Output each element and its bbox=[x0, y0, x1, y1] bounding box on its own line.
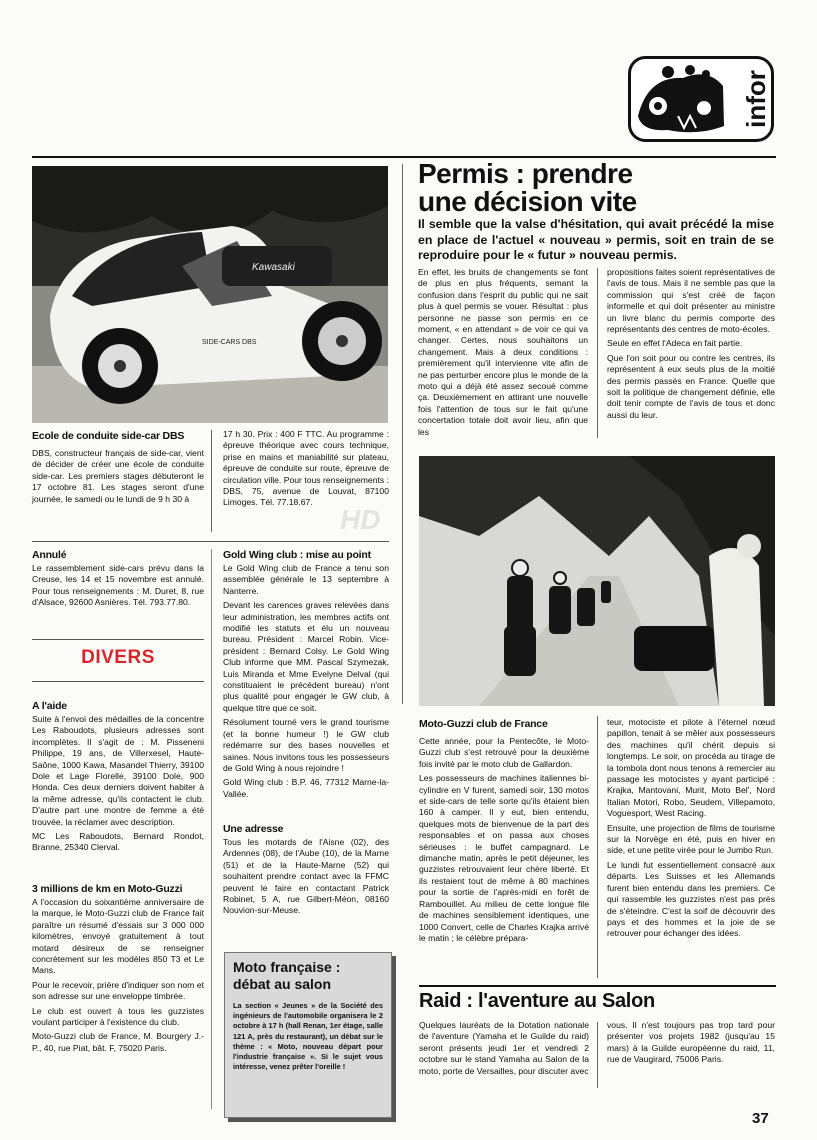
raid-rule bbox=[419, 985, 776, 987]
guzzi-col-divider bbox=[597, 716, 598, 978]
divers-rule-bottom bbox=[32, 681, 204, 682]
motofr-body: La section « Jeunes » de la Société des ingénieurs de l'automobile organisera le 2 octobre à 17 h (hall Renan, 1er étage, salle 121 A, près du restaurant), un débat sur le thème : « Moto, nouveau départ pour l'industrie française ». Si le sujet vous intéresse, venez prêter l'oreille ! bbox=[233, 1001, 383, 1072]
permis-col2: propositions faites soient représentatives de l'avis de tous. Mais il ne semble pas que la commission qui s'est créé de façon informelle et qui doit présenter au ministre un livre blanc du permis comporte des représentants des centres de moto-écoles. Seule en effet l'Adeca en fait partie. Que l'on soit pour ou contre les centres, ils représentent à eux seuls plus de la moitié des permis passés en France. Quelle que soit la politique de changement définie, elle doit tenir compte de l'avis de tous et donc aussi du leur. bbox=[607, 267, 775, 420]
adresse-body: Tous les motards de l'Aisne (02), des Ardennes (08), de l'Aube (10), de la Marne (51) et de la Haute-Marne (52) qui souhaitent prendre contact avec la FFMC peuvent le faire en contactant Patrick Robinet, 5 A, rue Gilbert-Méon, 08160 Nouvion-sur-Meuse. bbox=[223, 837, 389, 916]
watermark: HD bbox=[340, 504, 381, 535]
permis-title: Permis : prendre une décision vite bbox=[418, 158, 637, 217]
raid-col2: vous. Il n'est toujours pas trop tard pour présenter vos projets 1982 (jusqu'au 15 mars) à la Guilde européenne du raid, 11, rue de Vaugirard, 75006 Paris. bbox=[607, 1020, 775, 1065]
permis-col1: En effet, les bruits de changements se font de plus en plus fréquents, semant la confusion dans l'esprit du public qui ne sait plus à quel permis se vouer. Résultat : plus personne ne passe son permis en ce moment, « en attendant » de voir ce qui va changer. Certes, nous souhaitons un changement. Mais à deux conditions : premièrement qu'il intervienne vite afin de ne pas perturber encore plus le monde de la moto qui a déjà été assez secoué comme ça. Deuxièmement en attirant une nouvelle fois l'attention de tous sur le fait qu'une concertation totale doit avoir lieu, afin que les bbox=[418, 267, 588, 437]
aide-title: A l'aide bbox=[32, 700, 67, 712]
svg-text:SIDE-CARS DBS: SIDE-CARS DBS bbox=[202, 339, 257, 346]
top-rule bbox=[32, 156, 776, 158]
millions-p4: Moto-Guzzi club de France, M. Bourgery J.-P., 40, rue Piat, bât. F, 75020 Paris. bbox=[32, 1031, 204, 1053]
divers-rule-top bbox=[32, 639, 204, 640]
guzzi-col2-p3: Le lundi fut essentiellement consacré aux départs. Les Suisses et les Allemands furent bien entendu dans les premiers. Ce qui rassemble les guzzistes n'est pas près de s'éteindre. C'est la soif de découvrir des pays et des hommes et la joie de se retrouver pour échanger des idées. bbox=[607, 859, 775, 939]
adresse-section bbox=[223, 823, 389, 920]
svg-text:infor: infor bbox=[741, 70, 771, 128]
annule-title: Annulé bbox=[32, 549, 67, 561]
sidecar-photo bbox=[32, 166, 388, 423]
infor-logo bbox=[628, 56, 774, 142]
page-number: 37 bbox=[752, 1110, 769, 1127]
column-divider bbox=[402, 164, 403, 704]
annule-body: Le rassemblement side-cars prévu dans la Creuse, les 14 et 15 novembre est annulé. Pour tous renseignements : M. Duret, 8, rue d'Alsace, 92600 Asnières. Tél. 793.77.80. bbox=[32, 563, 204, 608]
guzzi-col1 bbox=[419, 718, 589, 947]
goldwing-p2: Devant les carences graves relevées dans leur administration, les membres actifs ont modifié les statuts et élu un nouveau bureau. Président : Marcel Robin. Vice-président : Bernard Colsy. Le Gold Wing Club informe que MM. Pascal Szymezak, Luis Miranda et Mme Evelyne Delval (qui constituaient le précédent bureau) n'ont plus qualité pour engager le GW club, à quelque titre que ce soit. bbox=[223, 600, 389, 713]
millions-p1: A l'occasion du soixantième anniversaire de la marque, le Moto-Guzzi club de France fait paraître un résumé d'essais sur 3 000 000 kilomètres, envoyé gratuitement à tout motard désireux de se renseigner concrètement sur les modèles 850 T3 et Le Mans. bbox=[32, 897, 204, 976]
guzzi-col2-p1: teur, motociste et pilote à l'éternel nœud papillon, tenait à se mêler aux possesseurs des machines qu'il chérit depuis si longtemps. Le soir, on procéda au tirage de la tombola dont nous tenons à remercier au passage les motocistes y ayant participé : Krajka, Mantovani, Murit, Moto Bel', Nord Italian Motori, Robo, Seudem, Villepamoto, Voguesport, West Racing. bbox=[607, 717, 775, 819]
raid-col-divider bbox=[597, 1022, 598, 1088]
ecole-divider bbox=[211, 430, 212, 532]
aide-p2: MC Les Raboudots, Bernard Rondot, Branne, 25340 Clerval. bbox=[32, 831, 204, 853]
millions-section bbox=[32, 883, 204, 1057]
ecole-col1: DBS, constructeur français de side-car, vient de décider de créer une école de conduite side-car. Les premiers stages débuteront le 17 octobre 81. Les stages seront d'une journée, le samedi ou le lundi de 9 h 30 à bbox=[32, 448, 204, 504]
guzzi-col2-p2: Ensuite, une projection de films de tourisme sur la Norvège en été, puis en hiver en side, et une petite virée pour le Jumbo Run. bbox=[607, 822, 775, 856]
motofr-box bbox=[224, 952, 392, 1118]
ecole-section bbox=[32, 430, 204, 508]
guzzi-col1-p2: Les possesseurs de machines italiennes bi-cylindre en V furent, samedi soir, 130 motos et side-cars de telle sorte qu'ils étaient bien 160 à camper. Il y eut, bien entendu, quelques mots de bienvenue de la part des responsables et on passa aux choses sérieuses : le buffet campagnard. Le dimanche matin, après le petit déjeuner, les guzzistes retrouvaient leur chère liberté. Et ils restaient tout de même à 80 machines pour la sortie de l'après-midi en forêt de Rambouillet. Au milieu de cette longue file de machines sensiblement identiques, une 1000 Convert, celle de Charles Krajka arrivé le matin ; le célèbre prépara- bbox=[419, 773, 589, 943]
aide-p1: Suite à l'envoi des médailles de la concentre Les Raboudots, plusieurs adresses sont incomplètes. Il s'agit de : M. Pisseneni Philippe, 19 ans, de Villerxesel, Haute-Saône, 1000 Kawa, Masandel Thierry, 39100 Dole et Lage Florelle, 39100 Dole, 900 Honda. Ces deux derniers doivent habiter à la même adresse, qu'ils contactent le club. D'autre part une montre de femme a été trouvée, la réclamer avec description. bbox=[32, 714, 204, 827]
goldwing-title: Gold Wing club : mise au point bbox=[223, 549, 371, 561]
raid-col1: Quelques lauréats de la Dotation nationale de l'aventure (Yamaha et le Guilde du raid) seront présents jeudi 1er et vendredi 2 octobre sur le stand Yamaha au Salon de la moto, porte de Versailles, pour discuter avec bbox=[419, 1020, 589, 1076]
millions-p2: Pour le recevoir, prière d'indiquer son nom et son adresse sur une enveloppe timbrée. bbox=[32, 979, 204, 1002]
raid-title: Raid : l'aventure au Salon bbox=[419, 990, 655, 1012]
goldwing-p4: Gold Wing club : B.P. 46, 77312 Marne-la-Vallée. bbox=[223, 777, 389, 799]
divers-heading: DIVERS bbox=[81, 647, 155, 668]
goldwing-section bbox=[223, 549, 389, 803]
guzzi-col1-p1: Cette année, pour la Pentecôte, le Moto-Guzzi club s'est retrouvé pour la deuxième fois invité par le moto club de Gallardon. bbox=[419, 736, 589, 769]
guzzi-col2 bbox=[607, 717, 775, 943]
goldwing-p1: Le Gold Wing club de France a tenu son assemblée générale le 13 septembre à Nanterre. bbox=[223, 563, 389, 596]
motofr-title-l1: Moto française : bbox=[233, 959, 341, 975]
permis-col-divider bbox=[597, 268, 598, 438]
goldwing-p3: Résolument tourné vers le grand tourisme (et la bonne humeur !) le GW club redémarre sur des bases nouvelles et saines. Nous invitons tous les possesseurs de Gold Wing à nous rejoindre ! bbox=[223, 717, 389, 773]
permis-lede: Il semble que la valse d'hésitation, qui avait précédé la mise en place de l'actuel « nouveau » permis, soit en train de se reproduire pour le « futur » nouveau permis. bbox=[418, 217, 774, 263]
moto-guzzi-photo bbox=[419, 456, 775, 706]
left-col-divider bbox=[211, 549, 212, 1109]
guzzi-title: Moto-Guzzi club de France bbox=[419, 718, 548, 730]
millions-p3: Le club est ouvert à tous les guzzistes voulant participer à l'existence du club. bbox=[32, 1005, 204, 1028]
adresse-title: Une adresse bbox=[223, 823, 284, 835]
motofr-title-l2: débat au salon bbox=[233, 976, 332, 992]
ecole-title: Ecole de conduite side-car DBS bbox=[32, 430, 185, 442]
left-section-rule bbox=[32, 541, 389, 542]
svg-text:Kawasaki: Kawasaki bbox=[252, 262, 295, 273]
millions-title: 3 millions de km en Moto-Guzzi bbox=[32, 883, 183, 895]
aide-section bbox=[32, 700, 204, 857]
ecole-col2: 17 h 30. Prix : 400 F TTC. Au programme : épreuve théorique avec cours technique, prise en mains et maniabilité sur plateau, épreuve de conduite sur route, épreuve de circulation ville. Pour tous renseignements : DBS, 75, avenue de Louvat, 87100 Limoges. Tél. 77.18.67. bbox=[223, 429, 389, 508]
annule-section bbox=[32, 549, 204, 612]
